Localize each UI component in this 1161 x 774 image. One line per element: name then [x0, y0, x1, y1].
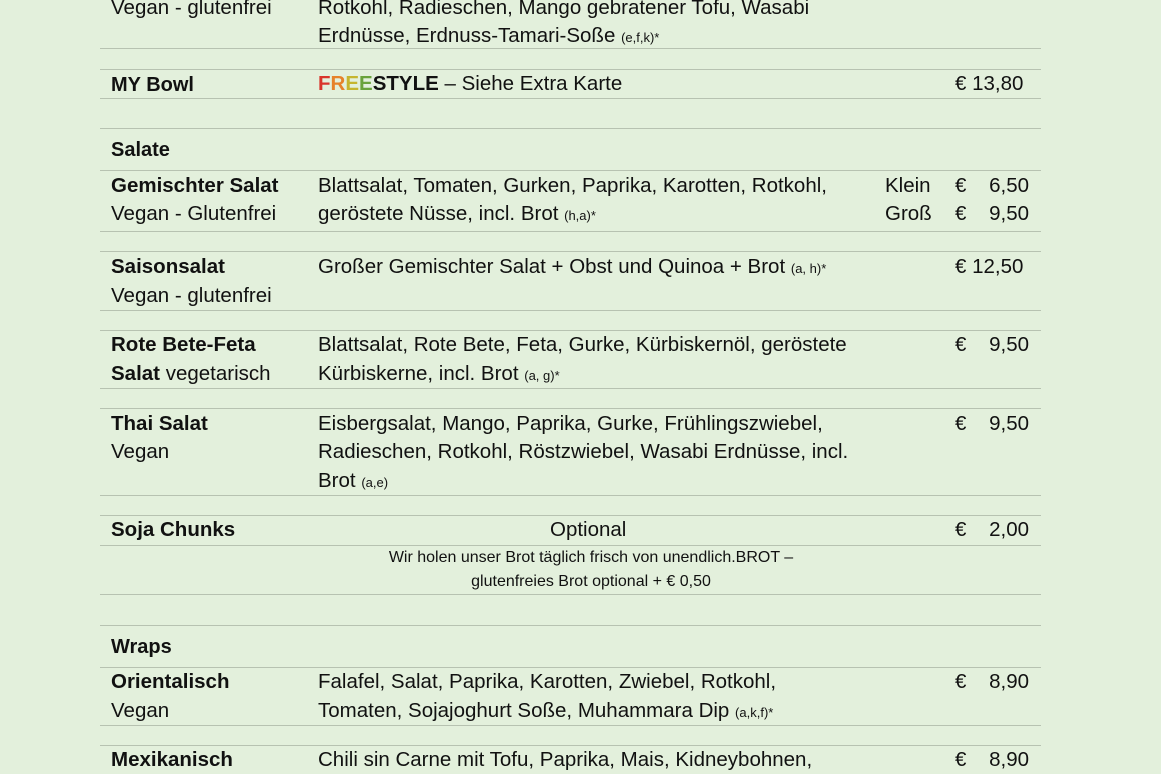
item-description-my-bowl: FREESTYLE – Siehe Extra Karte [318, 72, 623, 95]
row-divider [100, 170, 1041, 171]
item-description: Brot (a,e) [318, 469, 389, 492]
row-divider [100, 251, 1041, 252]
row-divider [100, 310, 1041, 311]
item-sub-label: Vegan - glutenfrei [111, 0, 272, 19]
row-divider [100, 594, 1041, 595]
item-price: € 12,50 [955, 255, 1024, 278]
item-description: Großer Gemischter Salat + Obst und Quinoa + Brot (a, h)* [318, 255, 827, 278]
item-price-my-bowl: € 13,80 [955, 72, 1024, 95]
row-divider [100, 495, 1041, 496]
item-name: Rote Bete-Feta [111, 333, 256, 356]
item-price: € 2,00 [955, 518, 1029, 541]
item-price: € 9,50 [955, 333, 1029, 356]
row-divider [100, 48, 1041, 49]
item-description: Blattsalat, Rote Bete, Feta, Gurke, Kürbiskernöl, geröstete [318, 333, 847, 356]
item-name-my-bowl: MY Bowl [111, 74, 194, 96]
item-description: Falafel, Salat, Paprika, Karotten, Zwiebel, Rotkohl, [318, 670, 777, 693]
item-description: Erdnüsse, Erdnuss-Tamari-Soße (e,f,k)* [318, 24, 660, 47]
row-divider [100, 231, 1041, 232]
item-sub-label: Salat vegetarisch [111, 362, 271, 385]
allergen-codes: (a, g)* [524, 368, 560, 383]
row-divider [100, 388, 1041, 389]
item-price: € 8,90 [955, 670, 1029, 693]
allergen-codes: (a, h)* [790, 261, 827, 276]
item-price: € 6,50 [955, 174, 1029, 197]
allergen-codes: (a,k,f)* [735, 705, 774, 720]
section-heading-wraps: Wraps [111, 636, 172, 658]
bread-note: Wir holen unser Brot täglich frisch von unendlich.BROT – [388, 549, 794, 566]
item-description: Chili sin Carne mit Tofu, Paprika, Mais, Kidneybohnen, [318, 748, 813, 771]
item-sub-label: Vegan [111, 699, 170, 722]
allergen-codes: (h,a)* [564, 208, 596, 223]
row-divider [100, 408, 1041, 409]
item-sub-label: Vegan - glutenfrei [111, 284, 272, 307]
allergen-codes: (a,e) [361, 475, 389, 490]
item-description: geröstete Nüsse, incl. Brot (h,a)* [318, 202, 596, 225]
item-description: Optional [550, 518, 627, 541]
size-label: Groß [885, 202, 932, 225]
item-price: € 9,50 [955, 412, 1029, 435]
item-description: Rotkohl, Radieschen, Mango gebratener Tofu, Wasabi [318, 0, 810, 19]
item-name: Thai Salat [111, 412, 208, 435]
allergen-codes: (e,f,k)* [621, 30, 660, 45]
row-divider [100, 128, 1041, 129]
item-description: Radieschen, Rotkohl, Röstzwiebel, Wasabi Erdnüsse, incl. [318, 440, 849, 463]
item-name: Soja Chunks [111, 518, 236, 541]
item-name: Orientalisch [111, 670, 230, 693]
item-sub-label: Vegan - Glutenfrei [111, 202, 277, 225]
row-divider [100, 725, 1041, 726]
size-label: Klein [885, 174, 931, 197]
item-name: Gemischter Salat [111, 174, 279, 197]
item-name: Saisonsalat [111, 255, 225, 278]
item-description: Blattsalat, Tomaten, Gurken, Paprika, Karotten, Rotkohl, [318, 174, 827, 197]
item-price: € 9,50 [955, 202, 1029, 225]
item-description: Kürbiskerne, incl. Brot (a, g)* [318, 362, 560, 385]
item-description: Eisbergsalat, Mango, Paprika, Gurke, Frühlingszwiebel, [318, 412, 823, 435]
row-divider [100, 625, 1041, 626]
item-description: Tomaten, Sojajoghurt Soße, Muhammara Dip (a,k,f)* [318, 699, 774, 722]
row-divider [100, 98, 1041, 99]
bread-note: glutenfreies Brot optional + € 0,50 [471, 573, 711, 590]
item-sub-label: Vegan [111, 440, 170, 463]
section-heading-salate: Salate [111, 139, 170, 161]
item-name: Mexikanisch [111, 748, 233, 771]
item-price: € 8,90 [955, 748, 1029, 771]
